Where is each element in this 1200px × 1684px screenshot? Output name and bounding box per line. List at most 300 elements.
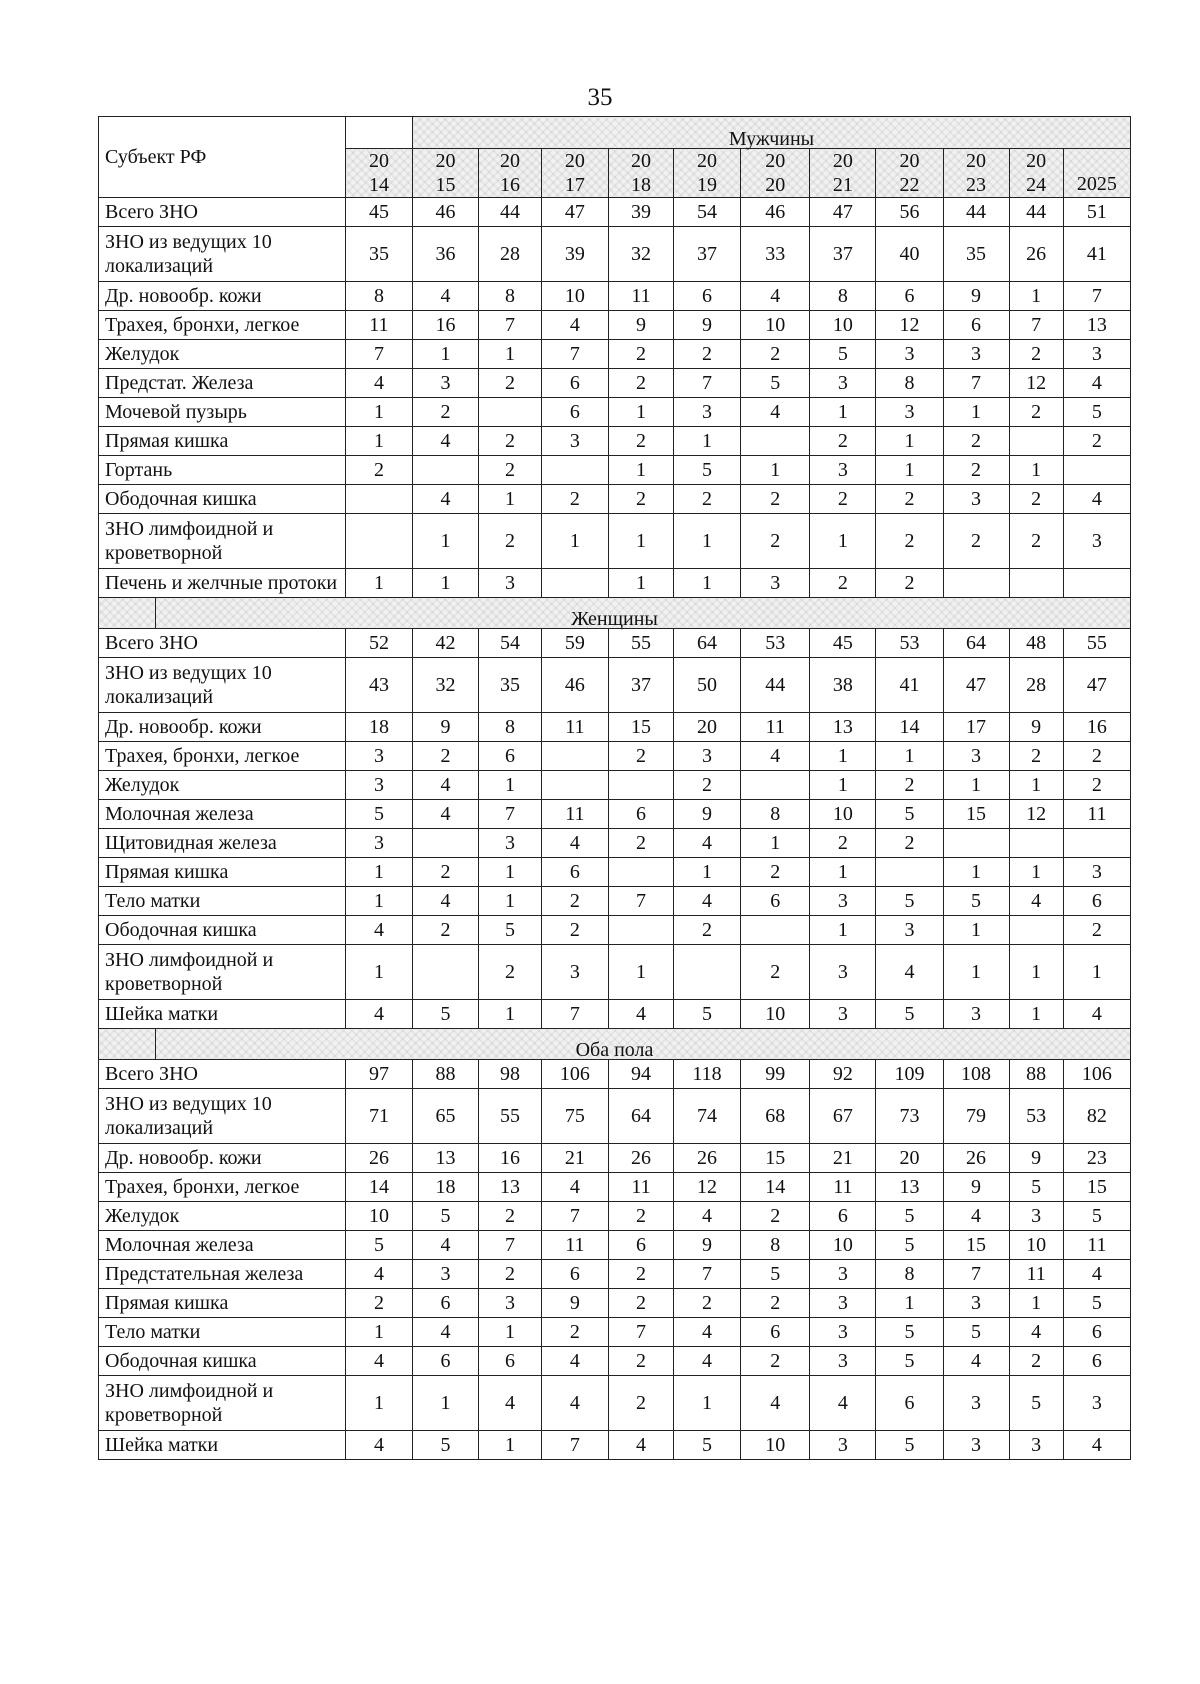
value-cell: 12 — [1009, 800, 1063, 829]
value-cell: 4 — [673, 887, 740, 916]
value-cell — [345, 514, 412, 569]
value-cell: 7 — [1063, 282, 1130, 311]
value-cell: 6 — [810, 1202, 876, 1231]
value-cell: 1 — [1009, 1000, 1063, 1029]
value-cell: 23 — [1063, 1144, 1130, 1173]
year-part-top: 2025 — [1076, 173, 1117, 195]
value-cell: 1 — [673, 858, 740, 887]
value-cell: 82 — [1063, 1089, 1130, 1144]
value-cell: 9 — [541, 1289, 608, 1318]
value-cell: 9 — [943, 282, 1009, 311]
value-cell: 3 — [1009, 1202, 1063, 1231]
value-cell: 3 — [1063, 1376, 1130, 1431]
value-cell: 1 — [345, 945, 412, 1000]
value-cell: 1 — [608, 398, 673, 427]
header-row — [99, 117, 1131, 149]
value-cell: 6 — [541, 1260, 608, 1289]
value-cell: 109 — [876, 1060, 943, 1089]
value-cell: 1 — [1009, 858, 1063, 887]
value-cell: 2 — [479, 1260, 542, 1289]
row-label: Предстательная железа — [99, 1260, 346, 1289]
value-cell: 3 — [741, 569, 810, 598]
value-cell: 39 — [541, 227, 608, 282]
value-cell: 43 — [345, 658, 412, 713]
value-cell: 4 — [1009, 1318, 1063, 1347]
value-cell: 15 — [943, 1231, 1009, 1260]
value-cell: 1 — [810, 398, 876, 427]
value-cell: 5 — [741, 1260, 810, 1289]
value-cell: 40 — [876, 227, 943, 282]
value-cell: 13 — [810, 713, 876, 742]
table-row — [99, 1144, 1131, 1173]
section-title-text: Мужчины — [728, 127, 815, 150]
value-cell: 28 — [479, 227, 542, 282]
row-label: Трахея, бронхи, легкое — [99, 311, 346, 340]
year-header — [479, 149, 542, 198]
value-cell — [479, 398, 542, 427]
value-cell: 44 — [943, 198, 1009, 227]
value-cell: 3 — [413, 369, 479, 398]
year-part-bottom: 14 — [368, 174, 389, 196]
cancer-statistics-table — [98, 116, 1131, 1460]
value-cell: 1 — [876, 1289, 943, 1318]
value-cell: 2 — [741, 514, 810, 569]
value-cell: 2 — [1009, 485, 1063, 514]
value-cell: 21 — [810, 1144, 876, 1173]
value-cell: 2 — [608, 369, 673, 398]
value-cell: 11 — [1063, 1231, 1130, 1260]
value-cell: 9 — [673, 800, 740, 829]
value-cell: 2 — [673, 340, 740, 369]
value-cell: 9 — [673, 1231, 740, 1260]
value-cell: 46 — [741, 198, 810, 227]
value-cell: 12 — [673, 1173, 740, 1202]
table-row — [99, 340, 1131, 369]
value-cell: 1 — [876, 742, 943, 771]
section-divider-mark — [155, 598, 156, 628]
value-cell: 3 — [943, 1289, 1009, 1318]
header-blank-cell — [345, 117, 412, 149]
value-cell: 3 — [810, 1318, 876, 1347]
value-cell: 16 — [479, 1144, 542, 1173]
value-cell: 1 — [479, 340, 542, 369]
value-cell: 5 — [479, 916, 542, 945]
value-cell: 2 — [541, 916, 608, 945]
table-row — [99, 282, 1131, 311]
value-cell: 6 — [673, 282, 740, 311]
row-label: ЗНО из ведущих 10 локализаций — [99, 1089, 346, 1144]
value-cell — [1063, 829, 1130, 858]
section-title-2 — [99, 1029, 1131, 1060]
value-cell: 1 — [479, 887, 542, 916]
value-cell: 4 — [943, 1347, 1009, 1376]
value-cell: 26 — [673, 1144, 740, 1173]
value-cell: 1 — [741, 829, 810, 858]
page-number: 35 — [587, 84, 613, 111]
value-cell: 2 — [673, 916, 740, 945]
value-cell: 1 — [943, 916, 1009, 945]
value-cell: 6 — [1063, 1318, 1130, 1347]
table-row — [99, 485, 1131, 514]
value-cell: 2 — [608, 340, 673, 369]
table-row — [99, 1089, 1131, 1144]
year-part-bottom: 19 — [697, 174, 717, 196]
row-label: Желудок — [99, 771, 346, 800]
value-cell: 3 — [810, 369, 876, 398]
value-cell: 4 — [345, 1260, 412, 1289]
value-cell: 6 — [413, 1347, 479, 1376]
value-cell: 1 — [1009, 771, 1063, 800]
value-cell: 47 — [1063, 658, 1130, 713]
value-cell: 6 — [876, 282, 943, 311]
value-cell: 5 — [876, 1231, 943, 1260]
row-label: ЗНО из ведущих 10 локализаций — [99, 658, 346, 713]
value-cell: 1 — [413, 1376, 479, 1431]
value-cell: 3 — [479, 829, 542, 858]
value-cell: 6 — [541, 858, 608, 887]
value-cell: 2 — [479, 369, 542, 398]
value-cell: 48 — [1009, 629, 1063, 658]
table-row — [99, 629, 1131, 658]
year-part-bottom: 17 — [564, 174, 585, 196]
value-cell: 52 — [345, 629, 412, 658]
row-label: Желудок — [99, 340, 346, 369]
value-cell: 3 — [413, 1260, 479, 1289]
table-row — [99, 1376, 1131, 1431]
year-part-bottom: 20 — [765, 174, 786, 196]
year-part-bottom: 22 — [899, 174, 920, 196]
value-cell: 1 — [673, 427, 740, 456]
value-cell: 45 — [810, 629, 876, 658]
table-row — [99, 713, 1131, 742]
section-divider-mark — [155, 1029, 156, 1059]
table-row — [99, 887, 1131, 916]
value-cell: 7 — [673, 369, 740, 398]
value-cell: 106 — [541, 1060, 608, 1089]
value-cell: 7 — [1009, 311, 1063, 340]
value-cell: 2 — [413, 742, 479, 771]
value-cell — [608, 771, 673, 800]
value-cell: 2 — [741, 1202, 810, 1231]
value-cell: 14 — [741, 1173, 810, 1202]
value-cell: 2 — [741, 858, 810, 887]
value-cell: 2 — [1063, 771, 1130, 800]
value-cell: 10 — [810, 1231, 876, 1260]
value-cell: 3 — [810, 1431, 876, 1460]
value-cell: 9 — [413, 713, 479, 742]
value-cell: 4 — [413, 1318, 479, 1347]
value-cell: 6 — [1063, 1347, 1130, 1376]
value-cell: 7 — [541, 1431, 608, 1460]
value-cell: 65 — [413, 1089, 479, 1144]
subject-header: Субъект РФ — [99, 117, 346, 198]
value-cell: 1 — [810, 858, 876, 887]
value-cell: 3 — [810, 1000, 876, 1029]
value-cell: 6 — [479, 1347, 542, 1376]
value-cell: 6 — [541, 398, 608, 427]
value-cell: 7 — [345, 340, 412, 369]
table-row — [99, 858, 1131, 887]
year-header — [741, 149, 810, 198]
row-label: Шейка матки — [99, 1431, 346, 1460]
table-row — [99, 1202, 1131, 1231]
value-cell: 4 — [673, 1318, 740, 1347]
value-cell: 55 — [479, 1089, 542, 1144]
value-cell: 2 — [673, 771, 740, 800]
table-row — [99, 1060, 1131, 1089]
value-cell: 10 — [741, 311, 810, 340]
value-cell: 13 — [876, 1173, 943, 1202]
value-cell: 5 — [943, 887, 1009, 916]
section-title-1 — [99, 598, 1131, 629]
value-cell — [741, 916, 810, 945]
value-cell: 54 — [673, 198, 740, 227]
value-cell: 51 — [1063, 198, 1130, 227]
value-cell: 3 — [345, 829, 412, 858]
value-cell: 6 — [608, 1231, 673, 1260]
value-cell: 1 — [608, 945, 673, 1000]
row-label: Трахея, бронхи, легкое — [99, 1173, 346, 1202]
row-label: Др. новообр. кожи — [99, 282, 346, 311]
value-cell: 71 — [345, 1089, 412, 1144]
value-cell — [1009, 427, 1063, 456]
row-label: Прямая кишка — [99, 427, 346, 456]
value-cell: 5 — [1063, 398, 1130, 427]
value-cell: 10 — [345, 1202, 412, 1231]
value-cell: 2 — [741, 340, 810, 369]
value-cell: 99 — [741, 1060, 810, 1089]
value-cell: 4 — [413, 887, 479, 916]
row-label: ЗНО лимфоидной и кроветворной — [99, 514, 346, 569]
value-cell: 10 — [541, 282, 608, 311]
row-label: Ободочная кишка — [99, 1347, 346, 1376]
value-cell: 4 — [413, 771, 479, 800]
value-cell: 4 — [741, 742, 810, 771]
value-cell: 1 — [1009, 282, 1063, 311]
value-cell: 67 — [810, 1089, 876, 1144]
value-cell: 4 — [345, 1000, 412, 1029]
value-cell: 2 — [876, 514, 943, 569]
row-label: Тело матки — [99, 887, 346, 916]
table-row — [99, 1347, 1131, 1376]
row-label: Молочная железа — [99, 1231, 346, 1260]
value-cell: 59 — [541, 629, 608, 658]
value-cell: 3 — [943, 742, 1009, 771]
value-cell: 3 — [810, 945, 876, 1000]
table-row — [99, 456, 1131, 485]
value-cell — [541, 742, 608, 771]
value-cell: 2 — [1009, 1347, 1063, 1376]
value-cell — [413, 456, 479, 485]
value-cell: 94 — [608, 1060, 673, 1089]
value-cell: 4 — [673, 829, 740, 858]
value-cell — [741, 427, 810, 456]
value-cell: 6 — [608, 800, 673, 829]
value-cell: 15 — [943, 800, 1009, 829]
section-header-row — [99, 1029, 1131, 1060]
value-cell: 3 — [1063, 340, 1130, 369]
year-part-top: 20 — [765, 150, 786, 172]
table-row — [99, 1000, 1131, 1029]
value-cell: 2 — [1009, 398, 1063, 427]
value-cell — [541, 456, 608, 485]
value-cell: 5 — [876, 1318, 943, 1347]
value-cell: 37 — [608, 658, 673, 713]
value-cell: 5 — [876, 887, 943, 916]
value-cell: 3 — [810, 1347, 876, 1376]
value-cell: 4 — [541, 829, 608, 858]
value-cell: 11 — [345, 311, 412, 340]
row-label: Всего ЗНО — [99, 198, 346, 227]
value-cell: 4 — [1063, 1431, 1130, 1460]
value-cell: 10 — [1009, 1231, 1063, 1260]
value-cell: 4 — [876, 945, 943, 1000]
value-cell: 3 — [541, 427, 608, 456]
value-cell: 5 — [876, 1347, 943, 1376]
value-cell: 46 — [413, 198, 479, 227]
table-row — [99, 1431, 1131, 1460]
value-cell: 1 — [943, 858, 1009, 887]
table-row — [99, 829, 1131, 858]
value-cell: 118 — [673, 1060, 740, 1089]
value-cell: 46 — [541, 658, 608, 713]
value-cell: 2 — [479, 514, 542, 569]
value-cell: 1 — [345, 858, 412, 887]
value-cell: 12 — [876, 311, 943, 340]
value-cell — [608, 858, 673, 887]
value-cell: 4 — [943, 1202, 1009, 1231]
value-cell: 20 — [876, 1144, 943, 1173]
value-cell: 97 — [345, 1060, 412, 1089]
value-cell: 18 — [345, 713, 412, 742]
value-cell: 47 — [943, 658, 1009, 713]
value-cell: 1 — [479, 485, 542, 514]
value-cell: 12 — [1009, 369, 1063, 398]
value-cell: 10 — [741, 1000, 810, 1029]
value-cell: 7 — [673, 1260, 740, 1289]
section-title-text: Женщины — [571, 608, 658, 630]
value-cell: 4 — [345, 369, 412, 398]
value-cell: 4 — [541, 311, 608, 340]
value-cell: 5 — [1063, 1289, 1130, 1318]
value-cell: 2 — [413, 916, 479, 945]
section-title-men — [413, 117, 1131, 149]
value-cell: 1 — [413, 340, 479, 369]
row-label: Гортань — [99, 456, 346, 485]
value-cell: 5 — [1009, 1173, 1063, 1202]
value-cell: 55 — [608, 629, 673, 658]
value-cell — [1063, 569, 1130, 598]
year-part-bottom: 23 — [966, 174, 987, 196]
value-cell: 1 — [345, 1376, 412, 1431]
value-cell: 6 — [1063, 887, 1130, 916]
value-cell: 5 — [673, 1000, 740, 1029]
value-cell: 41 — [1063, 227, 1130, 282]
value-cell: 56 — [876, 198, 943, 227]
value-cell: 4 — [541, 1173, 608, 1202]
value-cell: 98 — [479, 1060, 542, 1089]
value-cell: 5 — [345, 800, 412, 829]
value-cell: 2 — [673, 485, 740, 514]
year-header — [810, 149, 876, 198]
value-cell: 47 — [810, 198, 876, 227]
value-cell: 2 — [741, 1347, 810, 1376]
value-cell: 88 — [413, 1060, 479, 1089]
value-cell: 3 — [345, 742, 412, 771]
value-cell: 68 — [741, 1089, 810, 1144]
table-row — [99, 227, 1131, 282]
value-cell: 3 — [479, 569, 542, 598]
table-row — [99, 369, 1131, 398]
value-cell: 1 — [741, 456, 810, 485]
value-cell: 9 — [608, 311, 673, 340]
value-cell: 2 — [479, 945, 542, 1000]
value-cell — [876, 858, 943, 887]
value-cell: 2 — [741, 485, 810, 514]
value-cell: 2 — [810, 829, 876, 858]
value-cell: 37 — [673, 227, 740, 282]
value-cell: 1 — [810, 771, 876, 800]
value-cell: 7 — [608, 887, 673, 916]
value-cell: 2 — [1063, 742, 1130, 771]
value-cell: 11 — [541, 800, 608, 829]
value-cell: 1 — [345, 887, 412, 916]
value-cell: 9 — [1009, 1144, 1063, 1173]
value-cell: 5 — [1009, 1376, 1063, 1431]
year-part-bottom: 16 — [499, 174, 520, 196]
value-cell: 11 — [1009, 1260, 1063, 1289]
table-row — [99, 1289, 1131, 1318]
value-cell: 37 — [810, 227, 876, 282]
value-cell: 74 — [673, 1089, 740, 1144]
value-cell: 1 — [479, 1431, 542, 1460]
value-cell: 3 — [810, 456, 876, 485]
year-header — [1009, 149, 1063, 198]
table-row — [99, 658, 1131, 713]
value-cell: 13 — [479, 1173, 542, 1202]
value-cell: 6 — [541, 369, 608, 398]
value-cell: 38 — [810, 658, 876, 713]
value-cell: 64 — [673, 629, 740, 658]
value-cell — [1009, 569, 1063, 598]
value-cell: 16 — [1063, 713, 1130, 742]
row-label: Др. новообр. кожи — [99, 713, 346, 742]
value-cell: 4 — [413, 1231, 479, 1260]
year-part-top: 20 — [368, 150, 389, 172]
year-part-bottom: 21 — [832, 174, 853, 196]
table-row — [99, 945, 1131, 1000]
value-cell: 1 — [345, 1318, 412, 1347]
value-cell: 7 — [541, 1000, 608, 1029]
row-label: Трахея, бронхи, легкое — [99, 742, 346, 771]
value-cell: 13 — [1063, 311, 1130, 340]
value-cell: 4 — [345, 916, 412, 945]
value-cell: 2 — [741, 945, 810, 1000]
value-cell: 4 — [479, 1376, 542, 1431]
row-label: Печень и желчные протоки — [99, 569, 346, 598]
year-part-bottom: 15 — [435, 174, 456, 196]
value-cell: 3 — [1009, 1431, 1063, 1460]
value-cell: 2 — [876, 771, 943, 800]
value-cell: 1 — [608, 456, 673, 485]
value-cell: 53 — [876, 629, 943, 658]
value-cell: 2 — [608, 1347, 673, 1376]
value-cell — [541, 569, 608, 598]
value-cell: 11 — [741, 713, 810, 742]
value-cell: 11 — [541, 713, 608, 742]
value-cell — [673, 945, 740, 1000]
value-cell: 5 — [413, 1202, 479, 1231]
